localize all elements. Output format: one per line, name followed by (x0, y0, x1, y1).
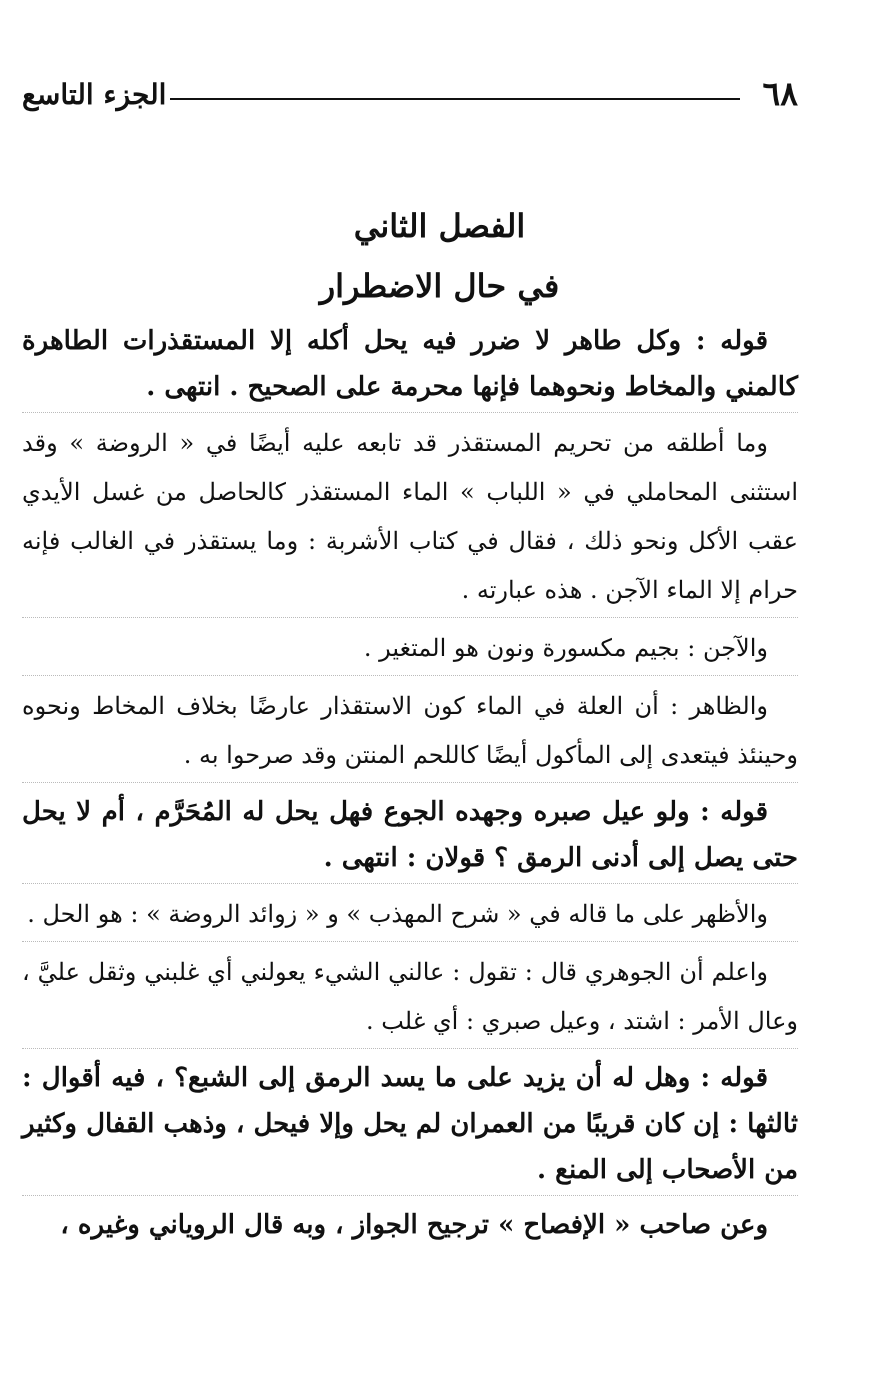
commentary-paragraph: والآجن : بجيم مكسورة ونون هو المتغير . (363, 634, 768, 662)
paragraph-separator (22, 883, 798, 884)
quote-paragraph: قوله : ولو عيل صبره وجهده الجوع فهل يحل له المُحَرَّم ، أم لا يحل حتى يصل إلى أدنى الرمق ؟ قولان : انتهى . (22, 797, 798, 873)
page-number: ٦٨ (762, 74, 798, 113)
quote-paragraph: قوله : وهل له أن يزيد على ما يسد الرمق إلى الشبع؟ ، فيه أقوال : ثالثها : إن كان قريبًا من العمران لم يحل وإلا فيحل ، وذهب القفال وكثير من الأصحاب إلى المنع . (22, 1063, 798, 1185)
paragraph-separator (22, 1048, 798, 1049)
paragraph-separator (22, 941, 798, 942)
paragraph-separator (22, 1195, 798, 1196)
header-rule (170, 98, 740, 100)
quote-paragraph: قوله : وكل طاهر لا ضرر فيه يحل أكله إلا المستقذرات الطاهرة كالمني والمخاط ونحوهما فإنها محرمة على الصحيح . انتهى . (22, 326, 798, 402)
commentary-paragraph: وما أطلقه من تحريم المستقذر قد تابعه عليه أيضًا في « الروضة » وقد استثنى المحاملي في « اللباب » الماء المستقذر كالحاصل من غسل الأيدي عقب الأكل ونحو ذلك ، فقال في كتاب الأشربة : وما يستقذر في الغالب فإنه حرام إلا الماء الآجن . هذه عبارته . (22, 429, 799, 604)
paragraph-separator (22, 675, 798, 676)
commentary-paragraph: والأظهر على ما قاله في « شرح المهذب » و « زوائد الروضة » : هو الحل . (27, 900, 768, 928)
page-header (22, 72, 798, 122)
commentary-paragraph: والظاهر : أن العلة في الماء كون الاستقذار عارضًا بخلاف المخاط ونحوه وحينئذ فيتعدى إلى المأكول أيضًا كاللحم المنتن وقد صرحوا به . (22, 692, 798, 769)
running-title: الجزء التاسع (22, 78, 167, 111)
page-body (22, 318, 798, 1248)
paragraph-separator (22, 617, 798, 618)
paragraph-separator (22, 412, 798, 413)
chapter-subtitle: في حال الاضطرار (319, 267, 560, 305)
quote-paragraph: وعن صاحب « الإفصاح » ترجيح الجواز ، وبه قال الروياني وغيره ، (60, 1210, 768, 1240)
paragraph-separator (22, 782, 798, 783)
chapter-heading (0, 196, 879, 316)
chapter-title: الفصل الثاني (353, 207, 526, 245)
commentary-paragraph: واعلم أن الجوهري قال : تقول : عالني الشيء يعولني أي غلبني وثقل عليَّ ، وعال الأمر : اشتد ، وعيل صبري : أي غلب . (22, 958, 798, 1035)
